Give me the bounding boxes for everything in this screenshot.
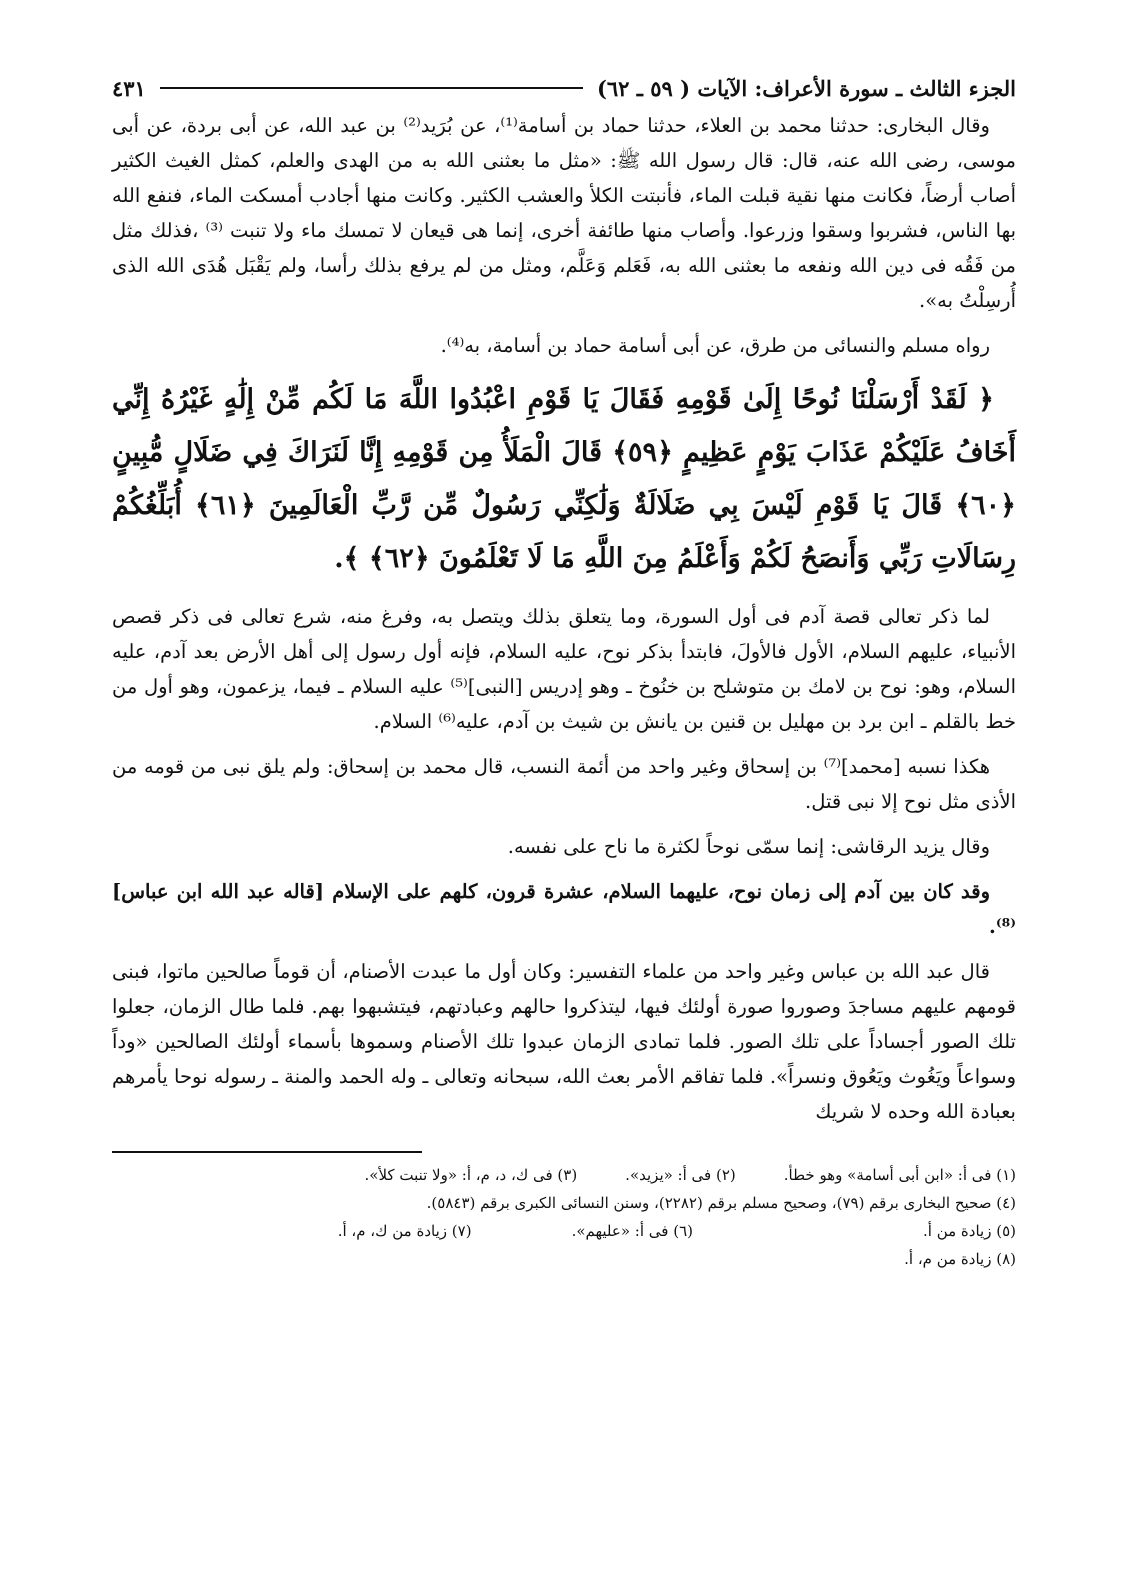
book-page	[112, 68, 1016, 1528]
footnote-5: (٥) زيادة من أ.	[923, 1222, 1016, 1240]
running-header	[112, 68, 1016, 108]
commentary-paragraph: لما ذكر تعالى قصة آدم فى أول السورة، وما يتعلق بذلك ويتصل به، وفرغ منه، شرع تعالى فى ذكر قصص الأنبياء، عليهم السلام، الأول فالأولَ، فابتدأ بذكر نوح، عليه السلام، فإنه أول رسول إلى أهل الأرض بعد آدم، عليه السلام، وهو: نوح بن لامك بن متوشلح بن خنُوخ ـ وهو إدريس [النبى]⁽⁵⁾ عليه السلام ـ فيما، يزعمون، وهو أول من خط بالقلم ـ ابن برد بن مهليل بن قنين بن يانش بن شيث بن آدم، عليه⁽⁶⁾ السلام.	[112, 605, 1016, 733]
header-rule	[160, 87, 583, 89]
footnote-row	[112, 1161, 1016, 1189]
lineage-paragraph: هكذا نسبه [محمد]⁽⁷⁾ بن إسحاق وغير واحد من أئمة النسب، قال محمد بن إسحاق: ولم يلق نبى من قومه من الأذى مثل نوح إلا نبى قتل.	[112, 755, 1016, 813]
generations-paragraph: وقد كان بين آدم إلى زمان نوح، عليهما السلام، عشرة قرون، كلهم على الإسلام [قاله عبد الله ابن عباس]⁽⁸⁾.	[112, 880, 1016, 938]
footnote-row	[112, 1189, 1016, 1217]
hadith-paragraph: وقال البخارى: حدثنا محمد بن العلاء، حدثنا حماد بن أسامة⁽¹⁾، عن بُرَيد⁽²⁾ بن عبد الله، عن أبى بردة، عن أبى موسى، رضى الله عنه، قال: قال رسول الله ﷺ: «مثل ما بعثنى الله به من الهدى والعلم، كمثل الغيث الكثير أصاب أرضاً، فكانت منها نقية قبلت الماء، فأنبتت الكلأ والعشب الكثير. وكانت منها أجادب أمسكت الماء، فنفع الله بها الناس، فشربوا وسقوا وزرعوا. وأصاب منها طائفة أخرى، إنما هى قيعان لا تمسك ماء ولا تنبت ⁽³⁾ ،فذلك مثل من فَقُه فى دين الله ونفعه ما بعثنى الله به، فَعَلم وَعَلَّم، ومثل من لم يرفع بذلك رأسا، ولم يَقْبَل هُدَى الله الذى أُرسِلْتُ به».	[112, 114, 1016, 312]
footnote-6: (٦) فى أ: «عليهم».	[571, 1222, 693, 1240]
footnote-8: (٨) زيادة من م، أ.	[904, 1250, 1016, 1268]
header-title: الجزء الثالث ـ سورة الأعراف: الآيات ( ٥٩ ـ ٦٢)	[596, 75, 1016, 101]
quran-verse-block: ﴿ لَقَدْ أَرْسَلْنَا نُوحًا إِلَىٰ قَوْمِهِ فَقَالَ يَا قَوْمِ اعْبُدُوا اللَّهَ مَا لَكُم مِّنْ إِلَٰهٍ غَيْرُهُ إِنِّي أَخَافُ عَلَيْكُمْ عَذَابَ يَوْمٍ عَظِيمٍ ﴿٥٩﴾ قَالَ الْمَلَأُ مِن قَوْمِهِ إِنَّا لَنَرَاكَ فِي ضَلَالٍ مُّبِينٍ ﴿٦٠﴾ قَالَ يَا قَوْمِ لَيْسَ بِي ضَلَالَةٌ وَلَٰكِنِّي رَسُولٌ مِّن رَّبِّ الْعَالَمِينَ ﴿٦١﴾ أُبَلِّغُكُمْ رِسَالَاتِ رَبِّي وَأَنصَحُ لَكُمْ وَأَعْلَمُ مِنَ اللَّهِ مَا لَا تَعْلَمُونَ ﴿٦٢﴾ ﴾.	[112, 384, 1016, 574]
raqashi-paragraph: وقال يزيد الرقاشى: إنما سمّى نوحاً لكثرة ما ناح على نفسه.	[507, 835, 990, 858]
footnote-4: (٤) صحيح البخارى برقم (٧٩)، وصحيح مسلم برقم (٢٢٨٢)، وسنن النسائى الكبرى برقم (٥٨٤٣).	[426, 1194, 1016, 1212]
page-number: ٤٣١	[112, 75, 146, 101]
footnote-3: (٣) فى ك، د، م، أ: «ولا تنبت كلأ».	[364, 1166, 578, 1184]
idols-paragraph: قال عبد الله بن عباس وغير واحد من علماء التفسير: وكان أول ما عبدت الأصنام، أن قوماً صالحين ماتوا، فبنى قومهم عليهم مساجدَ وصوروا صورة أولئك فيها، ليتذكروا حالهم وعبادتهم، فيتشبهوا بهم. فلما طال الزمان، جعلوا تلك الصور أجساداً على تلك الصور. فلما تمادى الزمان عبدوا تلك الأصنام وسموها بأسماء أولئك الصالحين «وداً وسواعاً ويَغُوث ويَعُوق ونسراً». فلما تفاقم الأمر بعث الله، سبحانه وتعالى ـ وله الحمد والمنة ـ رسوله نوحا يأمرهم بعبادة الله وحده لا شريك	[112, 960, 1016, 1123]
footnote-2: (٢) فى أ: «يزيد».	[625, 1166, 736, 1184]
footnote-row	[112, 1245, 1016, 1273]
footnote-row	[112, 1217, 1016, 1245]
hadith-source-paragraph: رواه مسلم والنسائى من طرق، عن أبى أسامة حماد بن أسامة، به⁽⁴⁾.	[440, 334, 990, 357]
footnotes	[112, 1161, 1016, 1273]
footnote-divider	[112, 1151, 422, 1153]
footnote-1: (١) فى أ: «ابن أبى أسامة» وهو خطأ.	[783, 1166, 1016, 1184]
footnote-7: (٧) زيادة من ك، م، أ.	[337, 1222, 472, 1240]
